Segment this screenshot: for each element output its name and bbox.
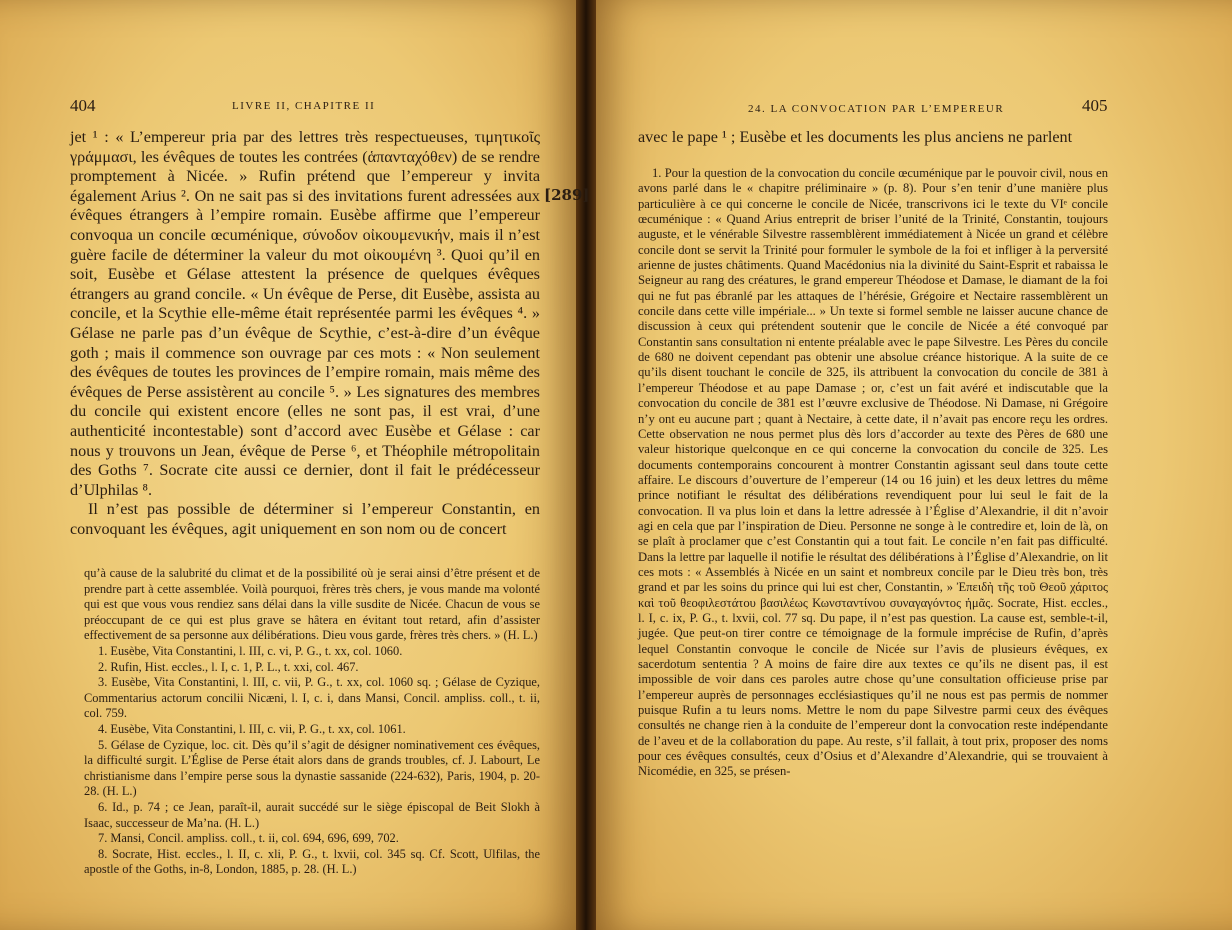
footnote-5: 5. Gélase de Cyzique, loc. cit. Dès qu’il s’agit de désigner nominativement ces évêques, la difficulté surgit. L’Église de Perse était alors dans de grands troubles, cf. J. Labourt, Le christianisme dans l’empire perse sous la dynastie sassanide (224-632), Paris, 1904, p. 20-28. (H. L.)	[84, 737, 540, 799]
footnote-8: 8. Socrate, Hist. eccles., l. II, c. xli, P. G., t. lxvii, col. 345 sq. Cf. Scott, Ulfilas, the apostle of the Goths, in-8, London, 1885, p. 28. (H. L.)	[84, 846, 540, 877]
right-footnotes	[638, 166, 1108, 780]
left-footnotes	[84, 566, 540, 878]
footnote-1: 1. Eusèbe, Vita Constantini, l. III, c. vi, P. G., t. xx, col. 1060.	[98, 643, 403, 658]
right-footnote-1: 1. Pour la question de la convocation du concile œcuménique par le pouvoir civil, nous en avons parlé dans le « chapitre préliminaire » (p. 8). Pour s’en tenir d’une manière plus particulière à ce qui concerne le concile de Nicée, transcrivons ici le texte du VIᵉ concile œcuménique : « Quand Arius entreprit de briser l’unité de la Trinité, Constantin, toujours auguste, et le vénérable Silvestre rassemblèrent immédiatement à Nicée un grand et célèbre concile dont se servit la Trinité pour formuler le symbole de la foi et infliger à la perversité arienne de justes châtiments. Quand Macédonius nia la divinité du Saint-Esprit et rabaissa le Seigneur au rang des créatures, le grand empereur Théodose et Damase, le diamant de la foi qui ne fut pas ébranlé par les attaques de l’hérésie, Grégoire et Nectaire rassemblèrent un concile dans cette ville impériale... » Un texte si formel semble ne laisser aucune chance de discussion à ceux qui prétendent soutenir que le concile de Nicée a été convoqué par Constantin sans consultation ni entente préalable avec le pape Silvestre. Les Pères du concile de 680 ne doivent cependant pas obtenir une absolue créance historique. A la suite de ce qu’ils disent touchant le concile de 325, ils attribuent la convocation du concile de 381 à l’empereur Théodose et au pape Damase ; or, c’est un fait avéré et indiscutable que la convocation du concile de 381 est l’œuvre exclusive de Théodose. Ni Damase, ni Grégoire n’y ont eu aucune part ; quant à Nectaire, à cette date, il n’avait pas encore reçu les ordres. Cette observation ne nous permet plus dès lors d’accorder au texte des Pères de 680 une valeur historique quelconque en ce qui concerne la convocation du concile de 325. Les documents contemporains concourent à montrer Constantin agissant seul dans toute cette affaire. Le discours d’ouverture de l’empereur (14 ou 16 juin) et les deux lettres du même prince notifiant le résultat des délibérations revendiquent pour lui seul le fait de la convocation. Il va plus loin et dans la lettre adressée à l’Église d’Alexandrie, il dit n’avoir agi en cela que par l’inspiration de Dieu. Personne ne songe à le contredire et, loin de là, on se plaît à proclamer que c’est Constantin qui a tout fait. Le concile n’en fait pas difficulté. Dans la lettre par laquelle il notifie le résultat des délibérations à l’Église d’Alexandrie, on lit ces mots : « Assemblés à Nicée en un saint et nombreux concile par le Dieu très bon, très grand et par les soins du prince qui lui est cher, Constantin, » Ἐπειδὴ τῆς τοῦ Θεοῦ χάριτος καὶ τοῦ θεοφιλεστάτου βασιλέως Κωνσταντίνου συναγαγόντος ἡμᾶς. Socrate, Hist. eccles., l. I, c. ix, P. G., t. lxvii, col. 77 sq. Du pape, il n’est pas question. La cause est, semble-t-il, jugée. Que peut-on tirer contre ce témoignage de la formule imprécise de Rufin, d’après lequel Constantin convoque le concile de Nicée sur l’avis de plusieurs évêques, ex sacerdotum sententia ? A moins de faire dire aux textes ce qu’ils ne disent pas, il est impossible de voir dans ces paroles autre chose qu’une consultation officieuse prise par l’empereur auprès de personnages ecclésiastiques qu’il ne nous est pas permis de nommer puisque Rufin a tu leurs noms. Mettre le nom du pape Silvestre parmi ceux des évêques consultés ne change rien à la conduite de l’empereur dont la convocation reste indépendante de l’aveu et de la collaboration du pape. Au reste, s’il fallait, à tout prix, proposer des noms pour ces évêques consultés, ceux d’Osius et d’Alexandre d’Alexandrie, qui se trouvaient à Nicomédie, en 325, se présen-	[638, 166, 1108, 779]
footnote-2: 2. Rufin, Hist. eccles., l. I, c. 1, P. L., t. xxi, col. 467.	[98, 659, 359, 674]
left-page-number: 404	[70, 96, 96, 115]
left-page	[0, 0, 584, 930]
footnote-7: 7. Mansi, Concil. ampliss. coll., t. ii, col. 694, 696, 699, 702.	[98, 831, 399, 846]
footnote-3: 3. Eusèbe, Vita Constantini, l. III, c. vii, P. G., t. xx, col. 1060 sq. ; Gélase de Cyzique, Commentarius actorum concilii Nicæni, l. I, c. i, dans Mansi, Concil. ampliss. coll., t. ii, col. 759.	[84, 675, 540, 721]
right-page-number: 405	[1082, 96, 1108, 115]
left-body-text	[70, 128, 540, 539]
right-body-line: avec le pape ¹ ; Eusèbe et les documents les plus anciens ne parlent	[638, 128, 1073, 146]
left-running-title: LIVRE II, CHAPITRE II	[232, 100, 376, 112]
footnote-4: 4. Eusèbe, Vita Constantini, l. III, c. vii, P. G., t. xx, col. 1061.	[98, 721, 406, 736]
margin-page-marker: [289]	[544, 186, 590, 204]
right-page	[588, 0, 1232, 930]
footnote-continuation: qu’à cause de la salubrité du climat et de la possibilité où je serai ainsi d’être présent et de prendre part à cette assemblée. Voilà pourquoi, frères très chers, je vous mande ma volonté qui est que vous vous rendiez sans délai dans la ville susdite de Nicée. Chacun de vous se préoccupant de ce qui est plus grave se hâtera en évitant tout retard, afin d’assister effectivement de sa personne aux délibérations. Dieu vous garde, frères très chers. » (H. L.)	[84, 566, 540, 643]
left-body-paragraph-1: jet ¹ : « L’empereur pria par des lettres très respectueuses, τιμητικοῖς γράμμασι, les évêques de toutes les contrées (ἁπανταχόθεν) de se rendre promptement à Nicée. » Rufin prétend que l’empereur y invita également Arius ². On ne sait pas si des invitations furent adressées aux évêques étrangers à l’empire romain. Eusèbe affirme que l’empereur convoqua un concile œcuménique, σύνοδον οἰκουμενικήν, mais il n’est guère facile de déterminer la valeur du mot οἰκουμένη ³. Quoi qu’il en soit, Eusèbe et Gélase attestent la présence de quelques évêques étrangers au grand concile. « Un évêque de Perse, dit Eusèbe, assista au concile, et la Scythie elle-même était représentée parmi les évêques ⁴. » Gélase ne parle pas d’un évêque de Scythie, c’est-à-dire d’un évêque goth ; mais il commence son ouvrage par ces mots : « Non seulement des évêques de toutes les provinces de l’empire romain, mais même des évêques de Perse assistèrent au concile ⁵. » Les signatures des membres du concile qui existent encore (elles ne sont pas, il est vrai, d’une authenticité incontestable) sont d’accord avec Eusèbe et Gélase : car nous y trouvons un Jean, évêque de Perse ⁶, et Théophile métropolitain des Goths ⁷. Socrate cite aussi ce dernier, dont il fait le prédécesseur d’Ulphilas ⁸.	[70, 128, 540, 499]
footnote-6: 6. Id., p. 74 ; ce Jean, paraît-il, aurait succédé sur le siège épiscopal de Beit Slokh à Isaac, successeur de Ma’na. (H. L.)	[84, 799, 540, 830]
right-body-text	[638, 128, 1108, 148]
left-body-paragraph-2: Il n’est pas possible de déterminer si l’empereur Constantin, en convoquant les évêques, agit uniquement en son nom ou de concert	[70, 500, 540, 538]
book-gutter	[576, 0, 596, 930]
right-running-title: 24. LA CONVOCATION PAR L’EMPEREUR	[748, 103, 1005, 115]
